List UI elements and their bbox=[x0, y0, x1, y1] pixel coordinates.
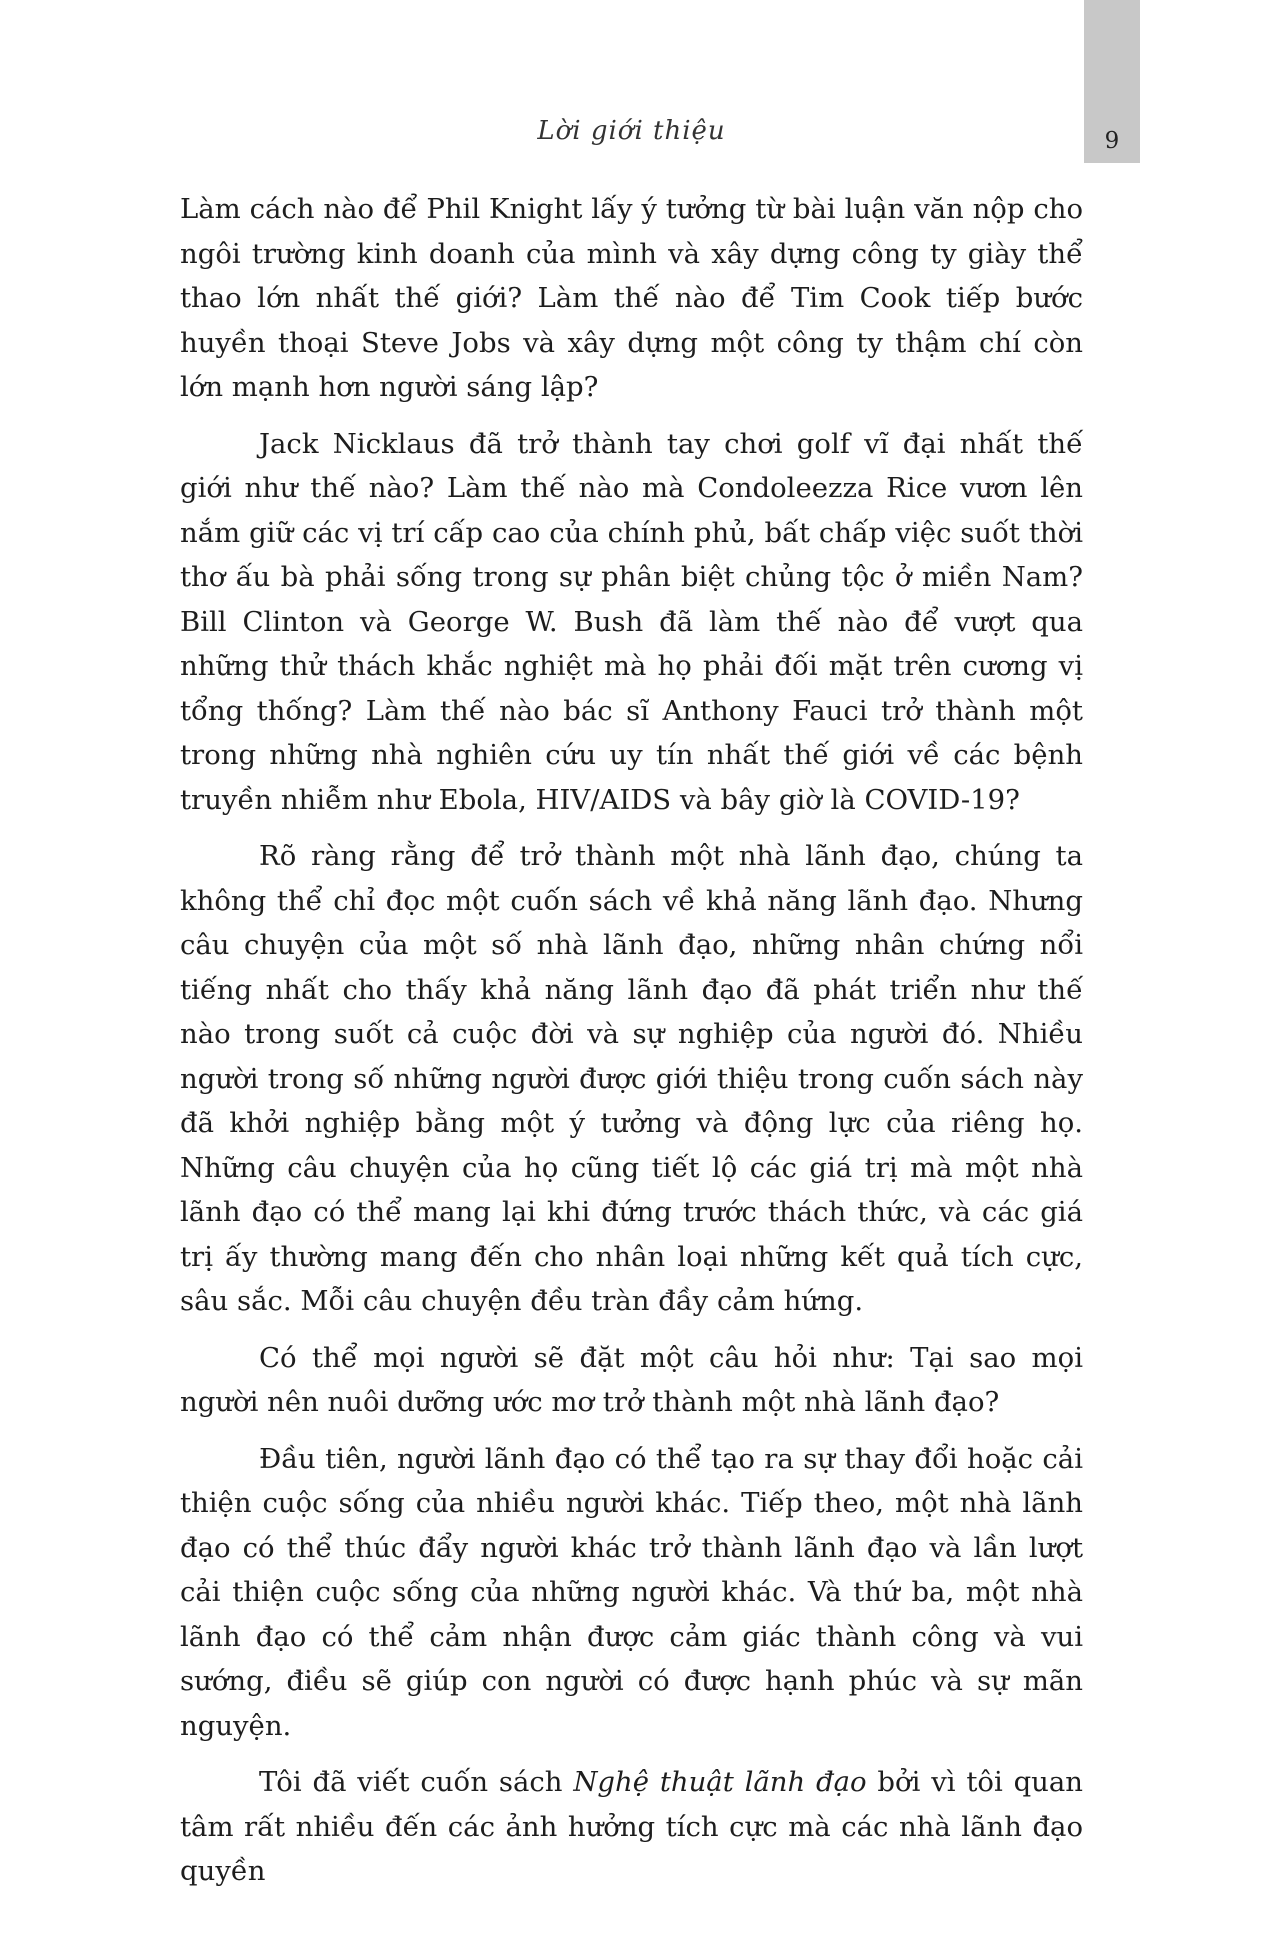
paragraph-3: Rõ ràng rằng để trở thành một nhà lãnh đạo, chúng ta không thể chỉ đọc một cuốn sách về khả năng lãnh đạo. Nhưng câu chuyện của một số nhà lãnh đạo, những nhân chứng nổi tiếng nhất cho thấy khả năng lãnh đạo đã phát triển như thế nào trong suốt cả cuộc đời và sự nghiệp của người đó. Nhiều người trong số những người được giới thiệu trong cuốn sách này đã khởi nghiệp bằng một ý tưởng và động lực của riêng họ. Những câu chuyện của họ cũng tiết lộ các giá trị mà một nhà lãnh đạo có thể mang lại khi đứng trước thách thức, và các giá trị ấy thường mang đến cho nhân loại những kết quả tích cực, sâu sắc. Mỗi câu chuyện đều tràn đầy cảm hứng. bbox=[180, 840, 1083, 1317]
paragraph-6 bbox=[180, 1760, 1083, 1894]
book-title: Nghệ thuật lãnh đạo bbox=[573, 1766, 867, 1798]
paragraph-1: Làm cách nào để Phil Knight lấy ý tưởng từ bài luận văn nộp cho ngôi trường kinh doanh của mình và xây dựng công ty giày thể thao lớn nhất thế giới? Làm thế nào để Tim Cook tiếp bước huyền thoại Steve Jobs và xây dựng một công ty thậm chí còn lớn mạnh hơn người sáng lập? bbox=[180, 193, 1083, 403]
paragraph-6-start: Tôi đã viết cuốn sách bbox=[259, 1766, 574, 1798]
paragraph-5: Đầu tiên, người lãnh đạo có thể tạo ra sự thay đổi hoặc cải thiện cuộc sống của nhiều người khác. Tiếp theo, một nhà lãnh đạo có thể thúc đẩy người khác trở thành lãnh đạo và lần lượt cải thiện cuộc sống của những người khác. Và thứ ba, một nhà lãnh đạo có thể cảm nhận được cảm giác thành công và vui sướng, điều sẽ giúp con người có được hạnh phúc và sự mãn nguyện. bbox=[180, 1442, 1083, 1742]
paragraph-4: Có thể mọi người sẽ đặt một câu hỏi như: Tại sao mọi người nên nuôi dưỡng ước mơ trở thành một nhà lãnh đạo? bbox=[180, 1341, 1083, 1418]
paragraph-6-end: bởi vì tôi quan tâm rất nhiều đến các ảnh hưởng tích cực mà các nhà lãnh đạo quyền bbox=[180, 1766, 1083, 1887]
body-text bbox=[180, 187, 1083, 1906]
running-header: Lời giới thiệu bbox=[537, 116, 726, 146]
paragraph-2: Jack Nicklaus đã trở thành tay chơi golf vĩ đại nhất thế giới như thế nào? Làm thế nào mà Condoleezza Rice vươn lên nắm giữ các vị trí cấp cao của chính phủ, bất chấp việc suốt thời thơ ấu bà phải sống trong sự phân biệt chủng tộc ở miền Nam? Bill Clinton và George W. Bush đã làm thế nào để vượt qua những thử thách khắc nghiệt mà họ phải đối mặt trên cương vị tổng thống? Làm thế nào bác sĩ Anthony Fauci trở thành một trong những nhà nghiên cứu uy tín nhất thế giới về các bệnh truyền nhiễm như Ebola, HIV/AIDS và bây giờ là COVID-19? bbox=[180, 427, 1083, 816]
page-number: 9 bbox=[1104, 128, 1120, 154]
